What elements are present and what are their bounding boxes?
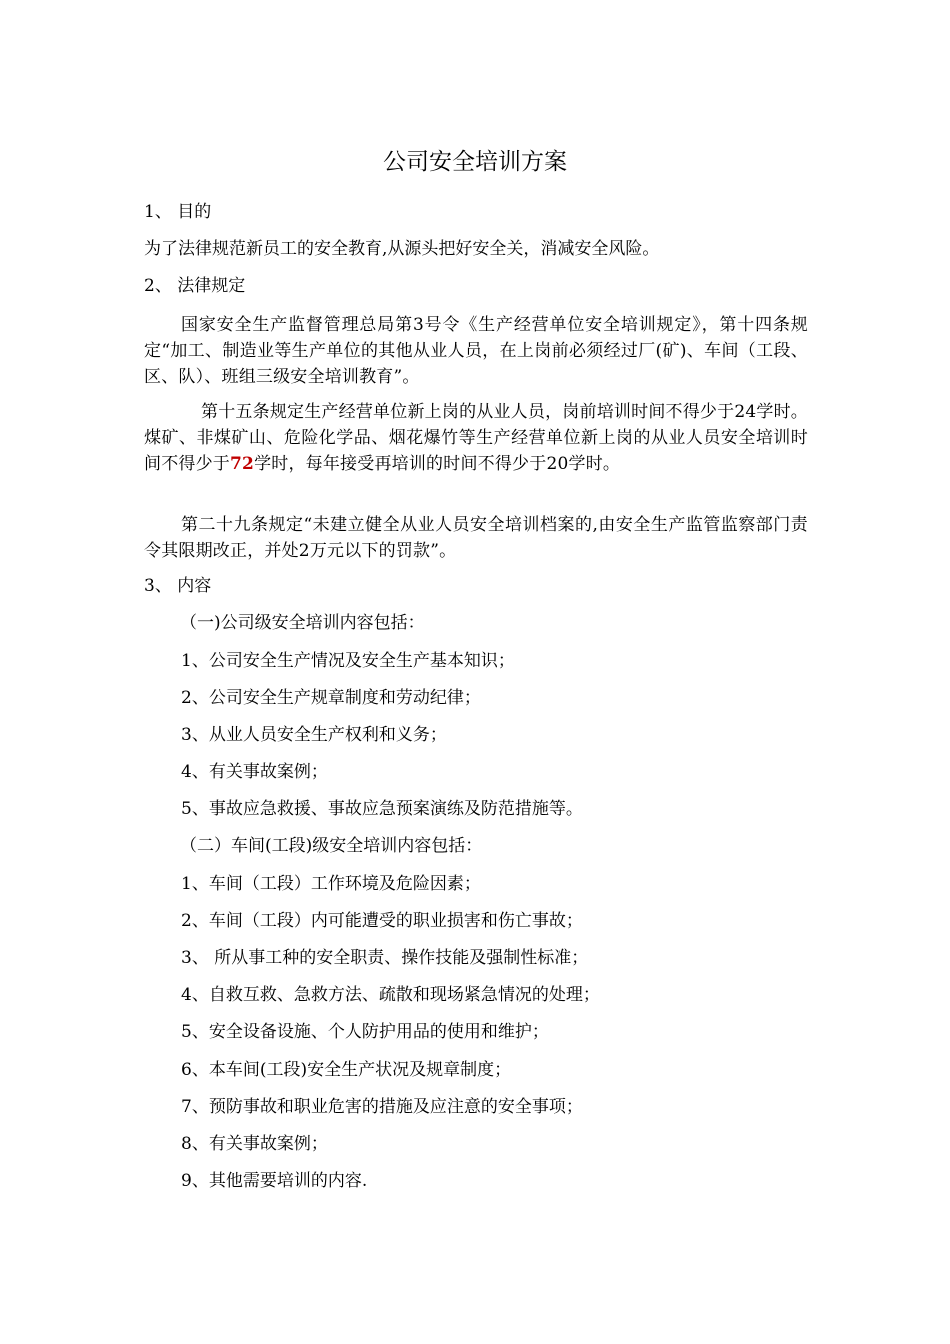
workshop-level-item: 9、其他需要培训的内容. — [181, 1171, 368, 1191]
law-paragraph-3: 第二十九条规定“未建立健全从业人员安全培训档案的,由安全生产监管监察部门责令其限期改正，并处2万元以下的罚款”。 — [144, 515, 808, 561]
company-level-item: 1、公司安全生产情况及安全生产基本知识； — [181, 651, 515, 671]
workshop-level-heading: （二）车间(工段)级安全培训内容包括： — [180, 836, 483, 856]
law-paragraph-2-tail: 学时，每年接受再培训的时间不得少于20学时。 — [254, 454, 621, 474]
company-level-item: 4、有关事故案例； — [181, 762, 328, 782]
section-heading-purpose: 1、 目的 — [144, 202, 212, 222]
workshop-level-item: 2、车间（工段）内可能遭受的职业损害和伤亡事故； — [181, 911, 583, 931]
company-level-item: 5、事故应急救援、事故应急预案演练及防范措施等。 — [181, 799, 583, 819]
workshop-level-item: 8、有关事故案例； — [181, 1134, 328, 1154]
company-level-heading: （一)公司级安全培训内容包括： — [180, 613, 425, 633]
law-paragraph-2 — [144, 399, 808, 477]
purpose-text: 为了法律规范新员工的安全教育,从源头把好安全关，消减安全风险。 — [144, 239, 660, 259]
section-heading-law: 2、 法律规定 — [144, 276, 246, 296]
workshop-level-item: 3、 所从事工种的安全职责、操作技能及强制性标准； — [181, 948, 589, 968]
section-heading-content: 3、 内容 — [144, 576, 212, 596]
workshop-level-item: 7、预防事故和职业危害的措施及应注意的安全事项； — [181, 1097, 583, 1117]
company-level-item: 2、公司安全生产规章制度和劳动纪律； — [181, 688, 481, 708]
workshop-level-item: 4、自救互救、急救方法、疏散和现场紧急情况的处理； — [181, 985, 600, 1005]
document-title: 公司安全培训方案 — [383, 149, 567, 175]
law-paragraph-2-text: 第十五条规定生产经营单位新上岗的从业人员，岗前培训时间不得少于24学时。煤矿、非煤矿山、危险化学品、烟花爆竹等生产经营单位新上岗的从业人员安全培训时间不得少于 — [144, 402, 808, 474]
workshop-level-item: 5、安全设备设施、个人防护用品的使用和维护； — [181, 1022, 549, 1042]
highlighted-hours: 72 — [230, 454, 255, 474]
law-paragraph-1: 国家安全生产监督管理总局第3号令《生产经营单位安全培训规定》，第十四条规定“加工、制造业等生产单位的其他从业人员，在上岗前必须经过厂(矿)、车间（工段、区、队）、班组三级安全培训教育”。 — [144, 315, 808, 387]
workshop-level-item: 1、车间（工段）工作环境及危险因素； — [181, 874, 481, 894]
company-level-item: 3、从业人员安全生产权利和义务； — [181, 725, 447, 745]
workshop-level-item: 6、本车间(工段)安全生产状况及规章制度； — [181, 1060, 512, 1080]
